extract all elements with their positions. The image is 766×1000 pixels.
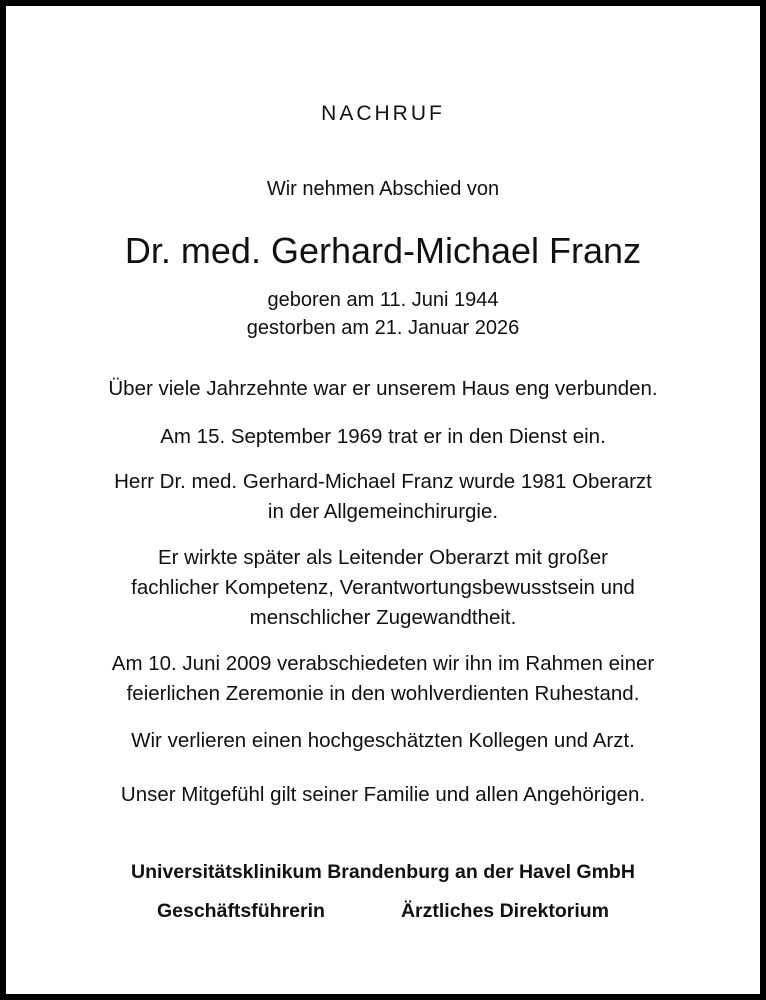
obituary-notice xyxy=(6,6,760,994)
intro-text: Wir nehmen Abschied von xyxy=(266,178,500,200)
body-paragraph-5 xyxy=(6,649,760,709)
birth-date: geboren am 11. Juni 1944 xyxy=(267,289,499,311)
body-paragraph-3 xyxy=(6,467,760,527)
paragraph-line: Herr Dr. med. Gerhard-Michael Franz wurde 1981 Oberarzt xyxy=(114,470,652,493)
signatory-left: Geschäftsführerin xyxy=(156,900,325,922)
death-date: gestorben am 21. Januar 2026 xyxy=(246,317,520,339)
body-paragraph-1: Über viele Jahrzehnte war er unserem Haus eng verbunden. xyxy=(108,377,658,400)
notice-heading: NACHRUF xyxy=(321,102,445,125)
paragraph-line: feierlichen Zeremonie in den wohlverdienten Ruhestand. xyxy=(126,682,640,705)
life-dates xyxy=(6,286,760,342)
paragraph-line: Am 10. Juni 2009 verabschiedeten wir ihn im Rahmen einer xyxy=(111,652,655,675)
signatories xyxy=(6,900,760,923)
paragraph-line: menschlicher Zugewandtheit. xyxy=(249,606,517,629)
body-paragraph-2: Am 15. September 1969 trat er in den Dienst ein. xyxy=(160,425,606,448)
body-paragraph-4 xyxy=(6,543,760,633)
body-paragraph-6: Wir verlieren einen hochgeschätzten Kollegen und Arzt. xyxy=(131,729,635,752)
signatory-right: Ärztliches Direktorium xyxy=(400,900,610,922)
paragraph-line: fachlicher Kompetenz, Verantwortungsbewusstsein und xyxy=(131,576,635,599)
paragraph-line: Er wirkte später als Leitender Oberarzt mit großer xyxy=(157,546,609,569)
organization-name: Universitätsklinikum Brandenburg an der Havel GmbH xyxy=(131,861,635,883)
paragraph-line: in der Allgemeinchirurgie. xyxy=(267,500,499,523)
deceased-name: Dr. med. Gerhard-Michael Franz xyxy=(124,230,642,271)
body-paragraph-7: Unser Mitgefühl gilt seiner Familie und allen Angehörigen. xyxy=(120,783,646,806)
